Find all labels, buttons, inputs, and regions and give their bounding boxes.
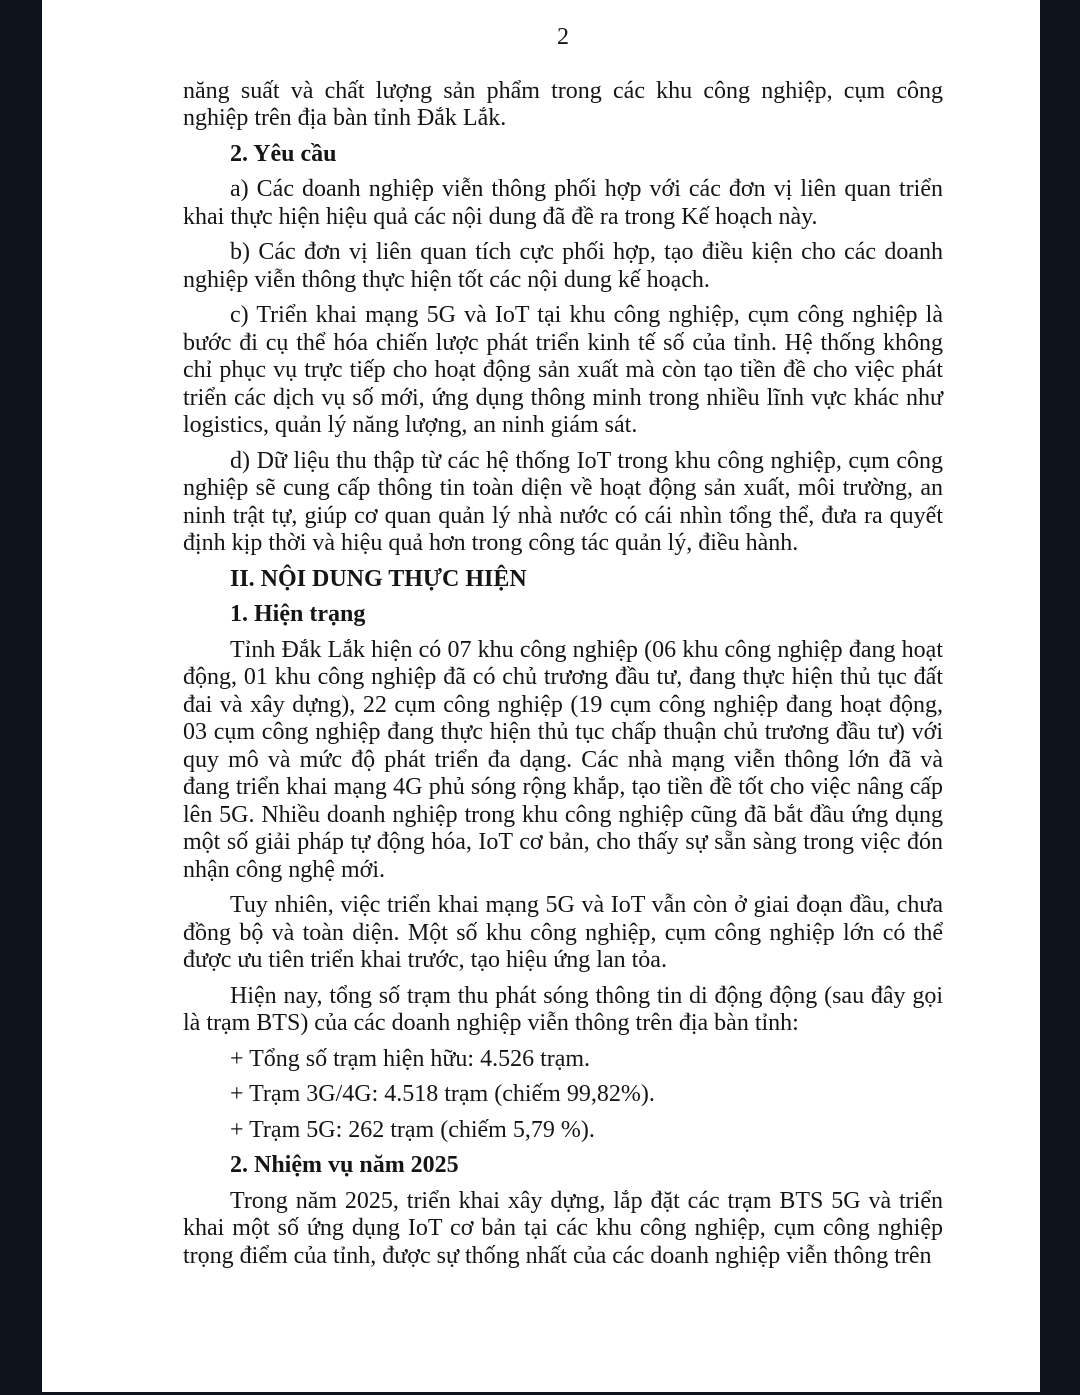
paragraph-tuy-nhien: Tuy nhiên, việc triển khai mạng 5G và IoT vẫn còn ở giai đoạn đầu, chưa đồng bộ và toàn diện. Một số khu công nghiệp, cụm công nghiệp lớn có thể được ưu tiên triển khai trước, tạo hiệu ứng lan tỏa. (183, 892, 943, 973)
document-page (42, 0, 1040, 1392)
paragraph: năng suất và chất lượng sản phẩm trong các khu công nghiệp, cụm công nghiệp trên địa bàn tỉnh Đắk Lắk. (183, 77, 943, 131)
section-heading-nhiem-vu-2025: 2. Nhiệm vụ năm 2025 (230, 1152, 459, 1178)
paragraph-c: c) Triển khai mạng 5G và IoT tại khu công nghiệp, cụm công nghiệp là bước đi cụ thể hóa chiến lược phát triển kinh tế số của tỉnh. Hệ thống không chỉ phục vụ trực tiếp cho hoạt động sản xuất mà còn tạo tiền đề cho việc phát triển các dịch vụ số mới, ứng dụng thông minh trong nhiều lĩnh vực khác như logistics, quản lý năng lượng, an ninh giám sát. (183, 302, 943, 438)
document-content (42, 0, 1040, 1270)
list-item-tram-3g-4g: + Trạm 3G/4G: 4.518 trạm (chiếm 99,82%). (230, 1081, 655, 1107)
paragraph-a: a) Các doanh nghiệp viễn thông phối hợp với các đơn vị liên quan triển khai thực hiện hiệu quả các nội dung đã đề ra trong Kế hoạch này. (183, 176, 943, 230)
paragraph-hien-nay: Hiện nay, tổng số trạm thu phát sóng thông tin di động động (sau đây gọi là trạm BTS) của các doanh nghiệp viễn thông trên địa bàn tỉnh: (183, 982, 943, 1036)
section-heading-hien-trang: 1. Hiện trạng (230, 601, 366, 627)
list-item-tong-so-tram: + Tổng số trạm hiện hữu: 4.526 trạm. (230, 1045, 591, 1072)
page-number: 2 (557, 24, 569, 50)
section-heading-yeu-cau: 2. Yêu cầu (230, 140, 337, 167)
paragraph-hien-trang: Tỉnh Đắk Lắk hiện có 07 khu công nghiệp (06 khu công nghiệp đang hoạt động, 01 khu công nghiệp đã có chủ trương đầu tư, đang thực hiện thủ tục đất đai và xây dựng), 22 cụm công nghiệp (19 cụm công nghiệp đang hoạt động, 03 cụm công nghiệp đang thực hiện thủ tục chấp thuận chủ trương đầu tư) với quy mô và mức độ phát triển đa dạng. Các nhà mạng viễn thông lớn đã và đang triển khai mạng 4G phủ sóng rộng khắp, tạo tiền đề tốt cho việc nâng cấp lên 5G. Nhiều doanh nghiệp trong khu công nghiệp cũng đã bắt đầu ứng dụng một số giải pháp tự động hóa, IoT cơ bản, cho thấy sự sẵn sàng trong việc đón nhận công nghệ mới. (183, 636, 943, 883)
paragraph-d: d) Dữ liệu thu thập từ các hệ thống IoT trong khu công nghiệp, cụm công nghiệp sẽ cung cấp thông tin toàn diện về hoạt động sản xuất, môi trường, an ninh trật tự, giúp cơ quan quản lý nhà nước có cái nhìn tổng thể, đưa ra quyết định kịp thời và hiệu quả hơn trong công tác quản lý, điều hành. (183, 447, 943, 556)
section-heading-noi-dung-thuc-hien: II. NỘI DUNG THỰC HIỆN (230, 565, 527, 592)
paragraph-b: b) Các đơn vị liên quan tích cực phối hợp, tạo điều kiện cho các doanh nghiệp viễn thông thực hiện tốt các nội dung kế hoạch. (183, 239, 943, 293)
list-item-tram-5g: + Trạm 5G: 262 trạm (chiếm 5,79 %). (230, 1116, 595, 1143)
paragraph-trong-nam-2025: Trong năm 2025, triển khai xây dựng, lắp đặt các trạm BTS 5G và triển khai một số ứng dụng IoT cơ bản tại các khu công nghiệp, cụm công nghiệp trọng điểm của tỉnh, được sự thống nhất của các doanh nghiệp viễn thông trên (183, 1187, 943, 1269)
